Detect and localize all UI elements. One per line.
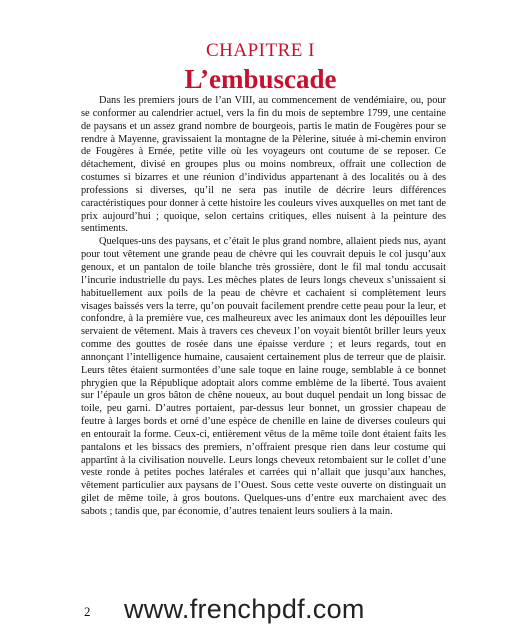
watermark-url: www.frenchpdf.com bbox=[124, 594, 365, 624]
chapter-label: CHAPITRE I bbox=[206, 40, 315, 61]
paragraph: Quelques-uns des paysans, et c’était le plus grand nombre, allaient pieds nus, ayant pour tout vêtement une grande peau de chèvre qui les couvrait depuis le col jusqu’aux genoux, et un pantalon de toile blanche très grossière, dont le fil mal tondu accusait l’incurie industrielle du pays. Les mèches plates de leurs longs cheveux s’unissaient si habituellement aux poils de la peau de chèvre et cachaient si complètement leurs visages baissés vers la terre, qu’on pouvait facilement prendre cette peau pour la leur, et confondre, à la première vue, ces malheureux avec les animaux dont les dépouilles leur servaient de vêtement. Mais à travers ces cheveux l’on voyait bientôt briller leurs yeux comme des gouttes de rosée dans une épaisse verdure ; et leurs regards, tout en annonçant l’intelligence humaine, causaient certainement plus de terreur que de plaisir. Leurs têtes étaient surmontées d’une sale toque en laine rouge, semblable à ce bonnet phrygien que la République adoptait alors comme emblème de la liberté. Tous avaient sur l’épaule un gros bâton de chêne noueux, au bout duquel pendait un long bissac de toile, peu garni. D’autres portaient, par-dessus leur bonnet, un grossier chapeau de feutre à larges bords et orné d’une espèce de chenille en laine de diverses couleurs qui en entourait la forme. Ceux-ci, entièrement vêtus de la même toile dont étaient faits les pantalons et les bissacs des premiers, n’offraient presque rien dans leur costume qui appartînt à la civilisation nouvelle. Leurs longs cheveux retombaient sur le collet d’une veste ronde à petites poches latérales et carrées qui n’allait que jusqu’aux hanches, vêtement particulier aux paysans de l’Ouest. Sous cette veste ouverte on distinguait un gilet de même toile, à gros boutons. Quelques-uns d’entre eux marchaient avec des sabots ; tandis que, par économie, d’autres tenaient leurs souliers à la main. bbox=[81, 236, 446, 517]
page-number: 2 bbox=[84, 604, 91, 619]
chapter-title: L’embuscade bbox=[184, 64, 337, 94]
body-text bbox=[81, 95, 446, 519]
paragraph: Dans les premiers jours de l’an VIII, au commencement de vendémiaire, ou, pour se conformer au calendrier actuel, vers la fin du mois de septembre 1799, une centaine de paysans et un assez grand nombre de bourgeois, partis le matin de Fougères pour se rendre à Mayenne, gravissaient la montagne de la Pèlerine, située à mi-chemin environ de Fougères à Ernée, petite ville où les voyageurs ont coutume de se reposer. Ce détachement, divisé en groupes plus ou moins nombreux, offrait une collection de costumes si bizarres et une réunion d’individus appartenant à des localités ou à des professions si diverses, qu’il ne sera pas inutile de décrire leurs différences caractéristiques pour donner à cette histoire les couleurs vives auxquelles on met tant de prix aujourd’hui ; quoique, selon certains critiques, elles nuisent à la peinture des sentiments. bbox=[81, 95, 446, 235]
